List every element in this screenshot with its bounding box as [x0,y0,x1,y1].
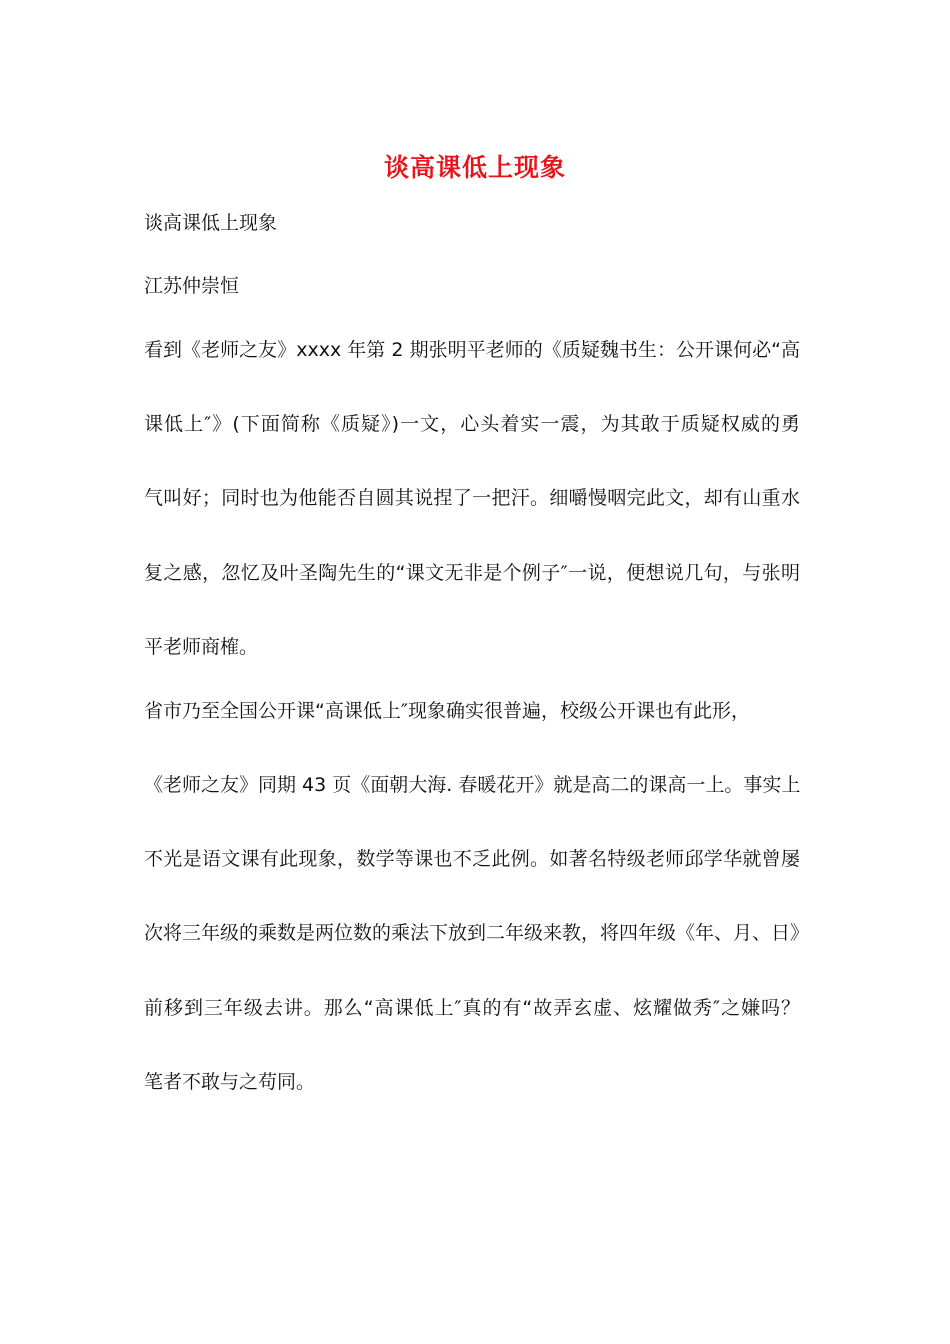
paragraph-line: 省市乃至全国公开课“高课低上″现象确实很普遍，校级公开课也有此形， [144,700,750,722]
document-subtitle: 谈高课低上现象 [144,212,278,234]
paragraph-line: 笔者不敢与之苟同。 [144,1071,316,1093]
document-title: 谈高课低上现象 [383,153,566,182]
paragraph-line: 前移到三年级去讲。那么“高课低上″真的有“故弄玄虚、炫耀做秀″之嫌吗？ [144,997,800,1019]
paragraph-line: 看到《老师之友》xxxx 年第 2 期张明平老师的《质疑魏书生：公开课何必“高 [144,339,800,361]
paragraph-line: 气叫好；同时也为他能否自圆其说捏了一把汗。细嚼慢咽完此文，却有山重水 [144,487,800,509]
paragraph-line: 不光是语文课有此现象，数学等课也不乏此例。如著名特级老师邱学华就曾屡 [144,848,800,870]
paragraph-line: 复之感，忽忆及叶圣陶先生的“课文无非是个例子″一说，便想说几句，与张明 [144,562,800,584]
paragraph-line: 《老师之友》同期 43 页《面朝大海. 春暖花开》就是高二的课高一上。事实上 [144,774,801,796]
paragraph-line: 平老师商榷。 [144,636,259,658]
author-line: 江苏仲崇恒 [144,275,240,297]
paragraph-line: 课低上″》(下面简称《质疑》)一文，心头着实一震，为其敢于质疑权威的勇 [144,413,800,435]
paragraph-line: 次将三年级的乘数是两位数的乘法下放到二年级来教，将四年级《年、月、日》 [144,922,810,944]
